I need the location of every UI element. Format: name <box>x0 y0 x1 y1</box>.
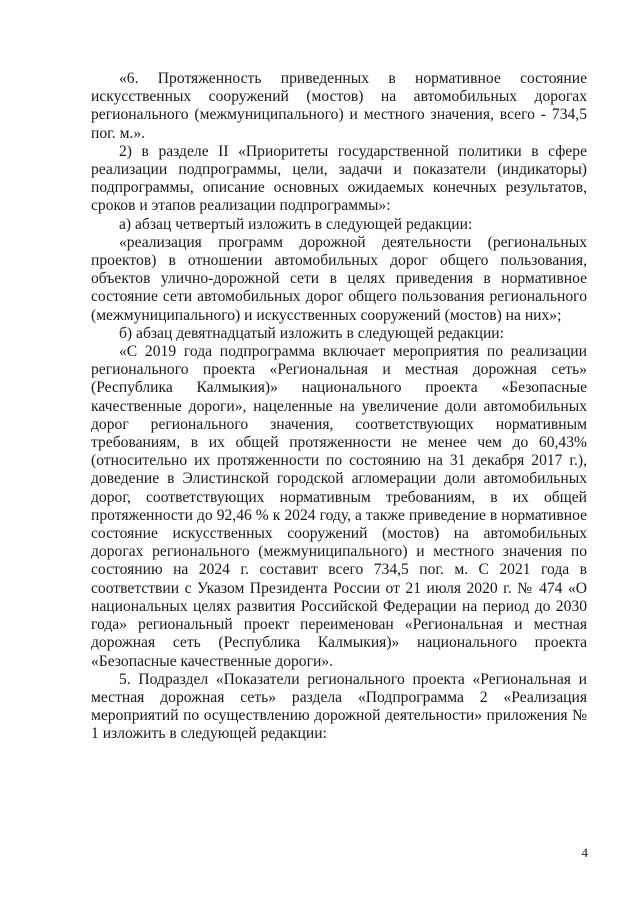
paragraph-item-6: «6. Протяженность приведенных в нормативное состояние искусственных сооружений (мостов) на автомобильных дорогах регионального (межмуниципального) и местного значения, всего - 734,5 пог. м.». <box>91 70 587 142</box>
paragraph-section-2: 2) в разделе II «Приоритеты государственной политики в сфере реализации подпрограммы, цели, задачи и показатели (индикаторы) подпрограммы, описание основных ожидаемых конечных результатов, сроков и этапов реализации подпрограммы»: <box>91 142 587 215</box>
paragraph-quote-realization: «реализация программ дорожной деятельности (региональных проектов) в отношении автомобильных дорог общего пользования, объектов улично-дорожной сети в целях приведения в нормативное состояние сети автомобильных дорог общего пользования регионального (межмуниципального) и искусственных сооружений (мостов) на них»; <box>91 233 587 324</box>
paragraph-item-5: 5. Подраздел «Показатели регионального проекта «Региональная и местная дорожная сеть» раздела «Подпрограмма 2 «Реализация мероприятий по осуществлению дорожной деятельности» приложения № 1 изложить в следующей редакции: <box>91 670 587 743</box>
paragraph-subitem-b: б) абзац девятнадцатый изложить в следующей редакции: <box>119 324 504 342</box>
paragraph-subitem-a: а) абзац четвертый изложить в следующей редакции: <box>119 215 473 233</box>
page-number: 4 <box>581 845 588 860</box>
document-body <box>91 70 587 744</box>
paragraph-quote-2019: «С 2019 года подпрограмма включает мероприятия по реализации регионального проекта «Региональная и местная дорожная сеть» (Республика Калмыкия)» национального проекта «Безопасные качественные дороги», нацеленные на увеличение доли автомобильных дорог регионального значения, соответствующих нормативным требованиям, в их общей протяженности не менее чем до 60,43% (относительно их протяженности по состоянию на 31 декабря 2017 г.), доведение в Элистинской городской агломерации доли автомобильных дорог, соответствующих нормативным требованиям, в их общей протяженности до 92,46 % к 2024 году, а также приведение в нормативное состояние искусственных сооружений (мостов) на автомобильных дорогах регионального (межмуниципального) и местного значения по состоянию на 2024 г. составит всего 734,5 пог. м. С 2021 года в соответствии с Указом Президента России от 21 июля 2020 г. № 474 «О национальных целях развития Российской Федерации на период до 2030 года» региональный проект переименован «Региональная и местная дорожная сеть (Республика Калмыкия)» национального проекта «Безопасные качественные дороги». <box>91 343 587 670</box>
